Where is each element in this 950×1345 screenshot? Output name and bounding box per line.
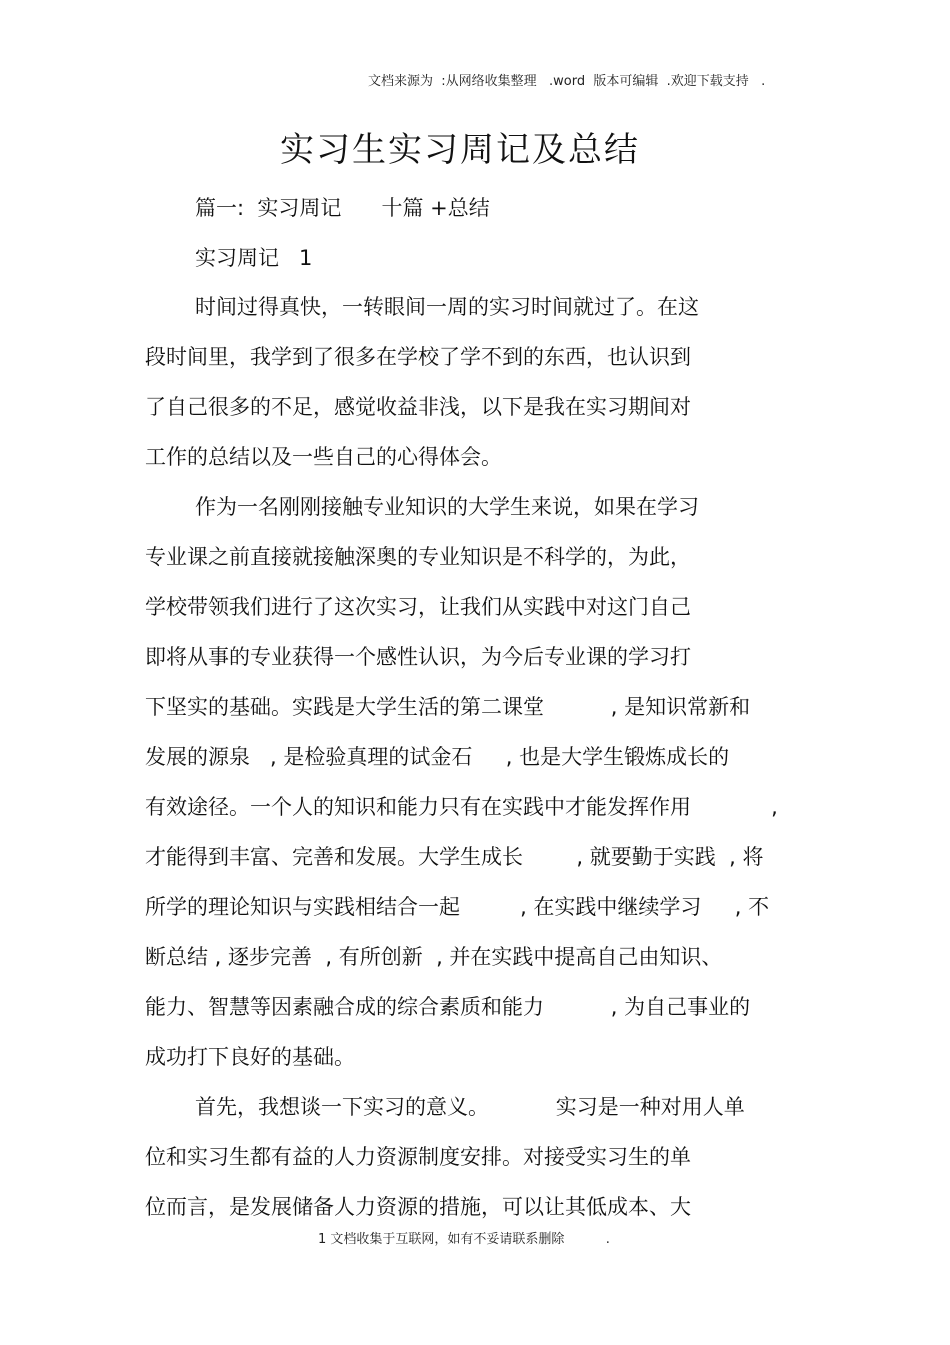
text-line: 学校带领我们进行了这次实习，让我们从实践中对这门自己 bbox=[145, 595, 691, 619]
document-title: 实习生实习周记及总结 bbox=[280, 130, 640, 170]
text-line: 位和实习生都有益的人力资源制度安排。对接受实习生的单 bbox=[145, 1145, 691, 1169]
text-line: 即将从事的专业获得一个感性认识，为今后专业课的学习打 bbox=[145, 645, 691, 669]
text-line: 作为一名刚刚接触专业知识的大学生来说，如果在学习 bbox=[195, 495, 699, 519]
text-line: 断总结 , 逐步完善 , 有所创新 , 并在实践中提高自己由知识、 bbox=[145, 945, 723, 969]
footer-note: 1 文档收集于互联网，如有不妥请联系删除 . bbox=[318, 1232, 610, 1247]
text-line: 首先，我想谈一下实习的意义。 实习是一种对用人单 bbox=[195, 1095, 745, 1119]
text-line: 段时间里，我学到了很多在学校了学不到的东西，也认识到 bbox=[145, 345, 691, 369]
header-source-note: 文档来源为 :从网络收集整理 .word 版本可编辑 .欢迎下载支持 . bbox=[368, 74, 766, 89]
text-line: 下坚实的基础。实践是大学生活的第二课堂 , 是知识常新和 bbox=[145, 695, 751, 719]
text-line: 了自己很多的不足，感觉收益非浅，以下是我在实习期间对 bbox=[145, 395, 691, 419]
text-line: 工作的总结以及一些自己的心得体会。 bbox=[145, 445, 502, 469]
text-line: 有效途径。一个人的知识和能力只有在实践中才能发挥作用 , bbox=[145, 795, 778, 819]
text-line: 时间过得真快，一转眼间一周的实习时间就过了。在这 bbox=[195, 295, 699, 319]
text-line: 才能得到丰富、完善和发展。大学生成长 , 就要勤于实践 , 将 bbox=[145, 845, 764, 869]
entry-heading: 实习周记 1 bbox=[195, 246, 313, 270]
text-line: 位而言，是发展储备人力资源的措施，可以让其低成本、大 bbox=[145, 1195, 691, 1219]
text-line: 成功打下良好的基础。 bbox=[145, 1045, 355, 1069]
text-line: 能力、智慧等因素融合成的综合素质和能力 , 为自己事业的 bbox=[145, 995, 751, 1019]
text-line: 发展的源泉 , 是检验真理的试金石 , 也是大学生锻炼成长的 bbox=[145, 745, 730, 769]
text-line: 专业课之前直接就接触深奥的专业知识是不科学的，为此， bbox=[145, 545, 691, 569]
section-heading: 篇一: 实习周记 十篇 +总结 bbox=[195, 196, 490, 220]
text-line: 所学的理论知识与实践相结合一起 , 在实践中继续学习 , 不 bbox=[145, 895, 770, 919]
